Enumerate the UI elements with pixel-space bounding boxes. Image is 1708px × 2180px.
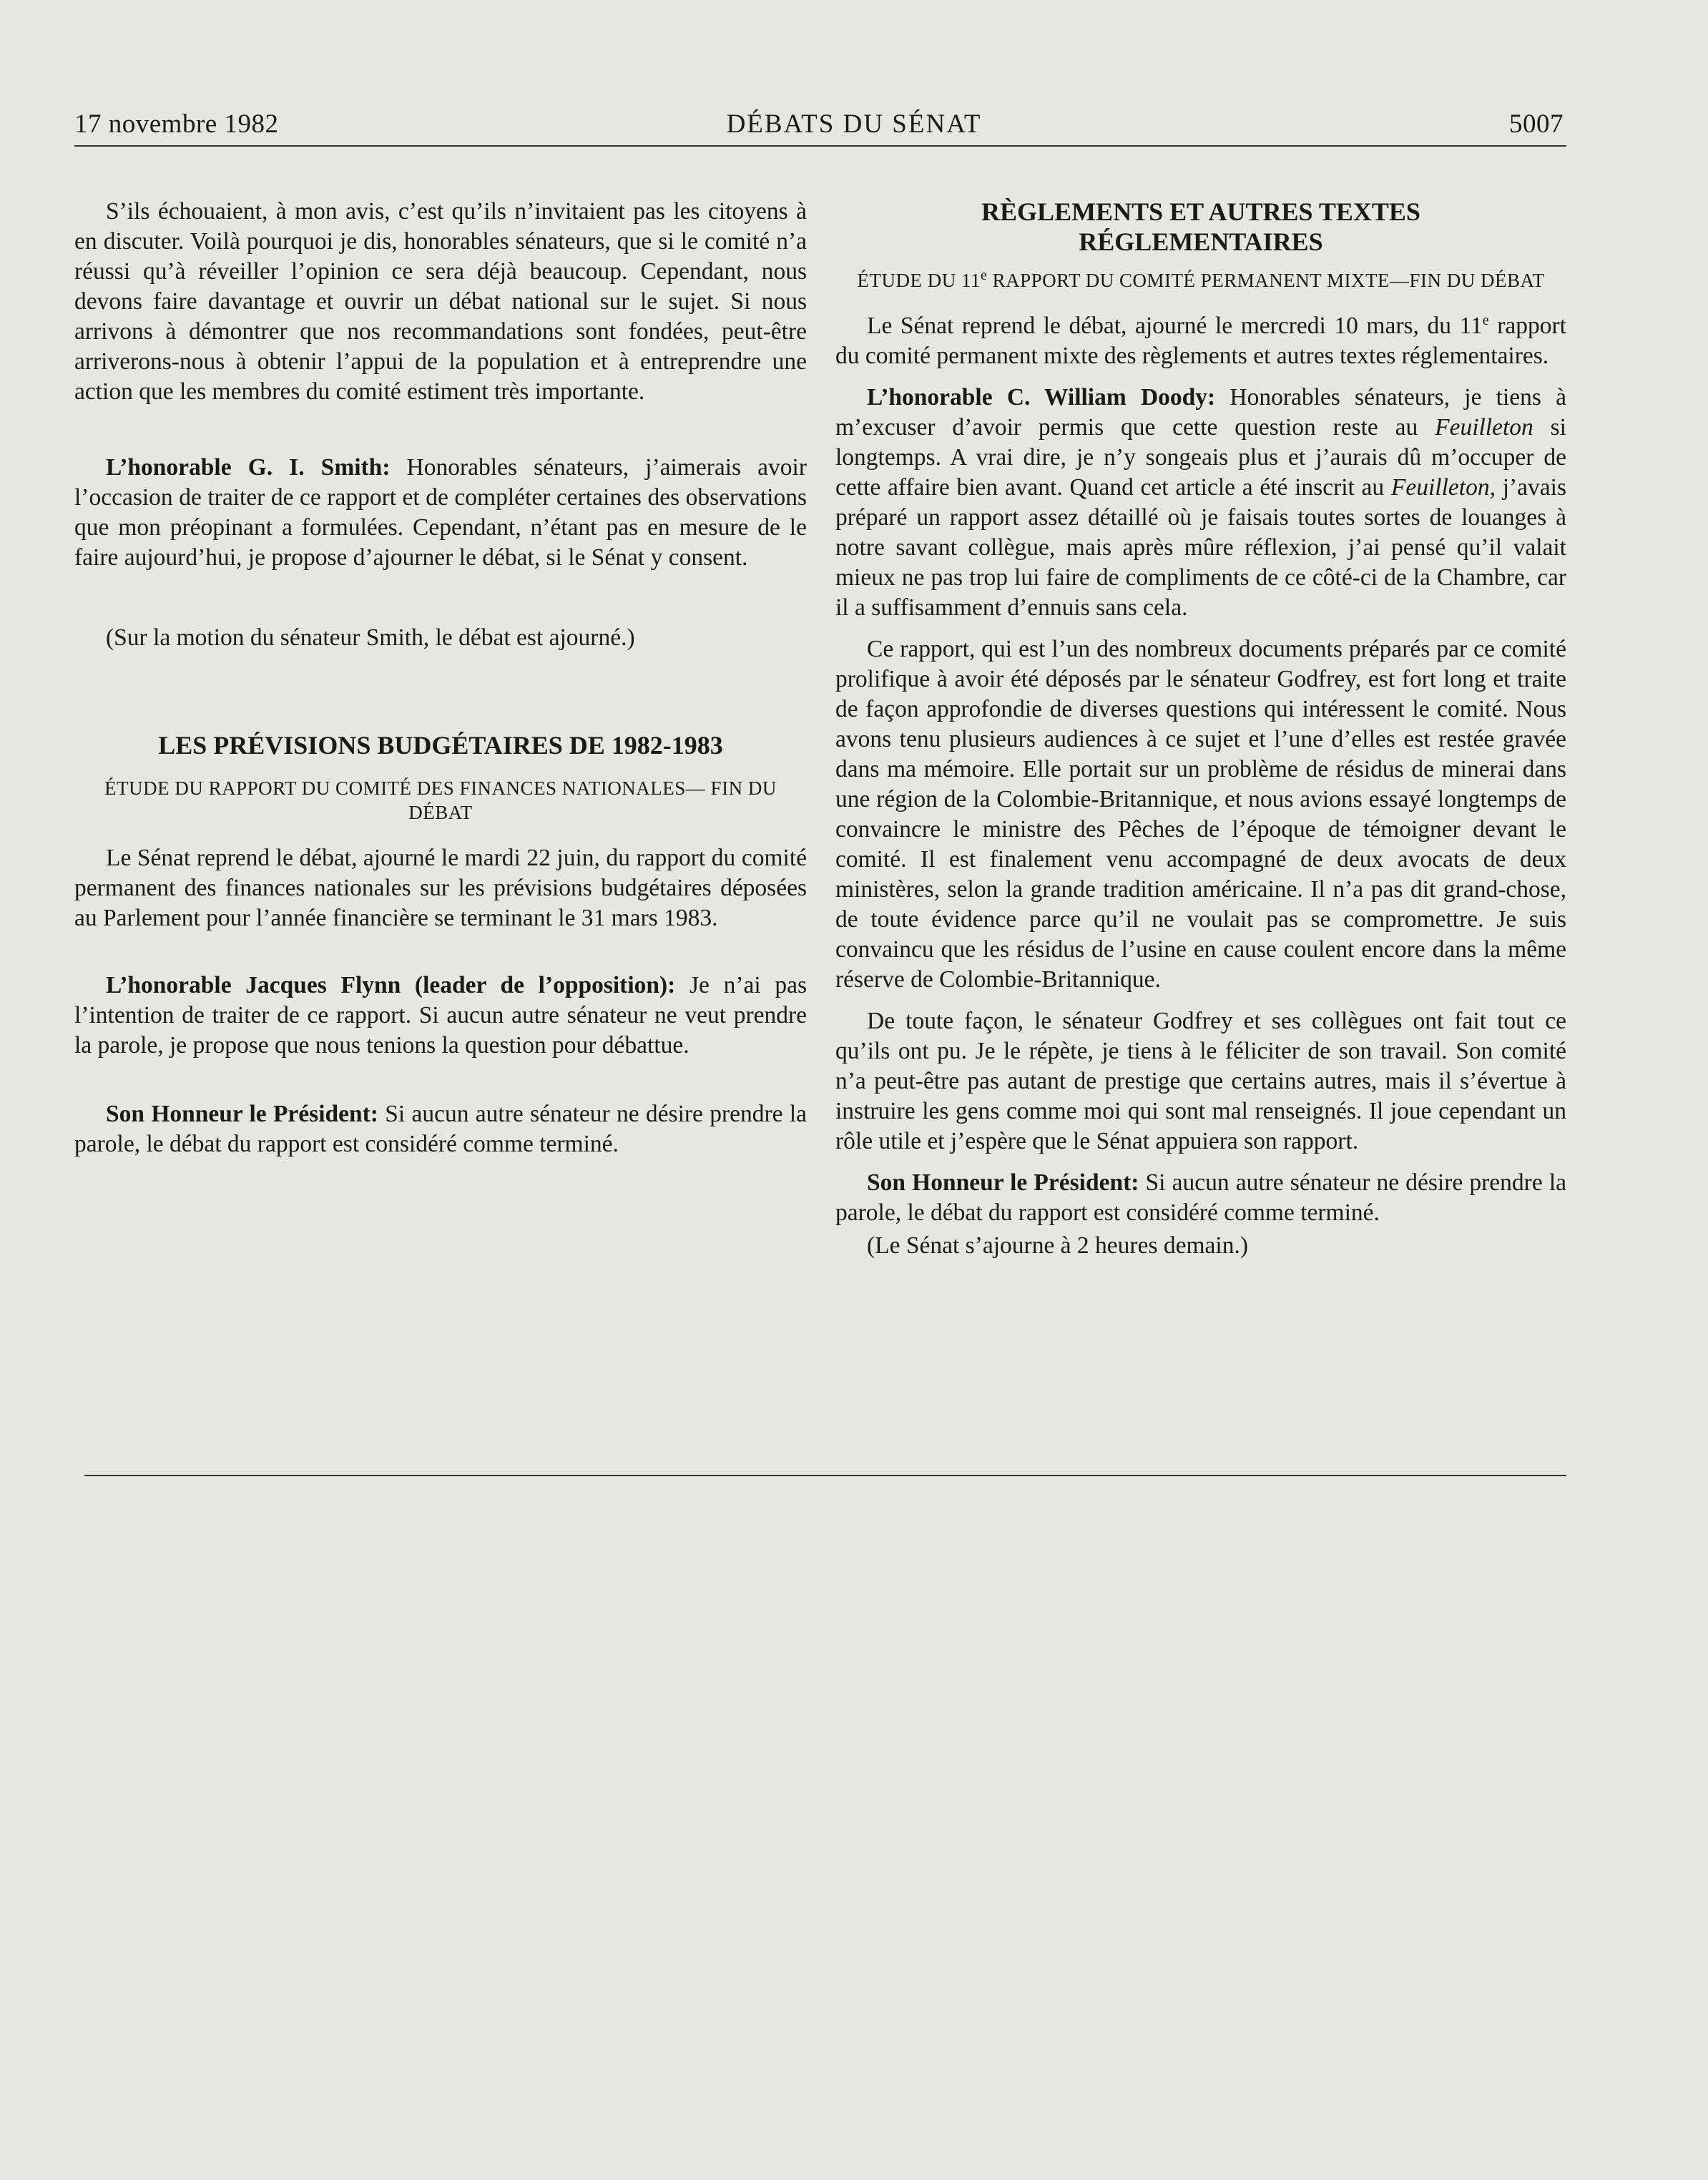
motion-note: (Sur la motion du sénateur Smith, le débat est ajourné.) [106, 624, 635, 651]
paragraph-doody: L’honorable C. William Doody: Honorables sénateurs, je tiens à m’excuser d’avoir permis que cette question reste au Feuilleton si longtemps. A vrai dire, je n’y songeais plus et j’aurais dû m’occuper de cette affaire bien avant. Quand cet article a été inscrit au Feuilleton, j’avais préparé un rapport assez détaillé où je faisais toutes sortes de louanges à notre savant collègue, mais après mûre réflexion, j’ai pensé qu’il valait mieux ne pas trop lui faire de compliments de ce côté-ci de la Chambre, car il a suffisamment d’ennuis sans cela. [835, 384, 1567, 621]
speaker-name: L’honorable Jacques Flynn (leader de l’opposition): [106, 972, 676, 998]
paragraph-flynn [74, 971, 807, 1061]
paragraph-president [74, 1099, 807, 1159]
speech-text: Si aucun autre sénateur ne désire prendre la parole, le débat du rapport est considéré comme terminé. [835, 1169, 1566, 1226]
section-subhead: ÉTUDE DU 11e RAPPORT DU COMITÉ PERMANENT MIXTE—FIN DU DÉBAT [857, 267, 1545, 291]
section-title-line: RÉGLEMENTAIRES [1079, 227, 1323, 256]
header-date: 17 novembre 1982 [74, 109, 279, 139]
paragraph-resume: Le Sénat reprend le débat, ajourné le mardi 22 juin, du rapport du comité permanent des finances nationales sur les prévisions budgétaires déposées au Parlement pour l’année financière se terminant le 31 mars 1983. [74, 845, 807, 931]
speech-text: Si aucun autre sénateur ne désire prendre la parole, le débat du rapport est considéré comme terminé. [74, 1101, 807, 1157]
right-column [835, 197, 1566, 1272]
left-column [74, 197, 807, 1171]
header-page-number: 5007 [1509, 109, 1564, 139]
speaker-name: Son Honneur le Président: [867, 1169, 1139, 1196]
paragraph-smith [74, 453, 807, 573]
section-title-line: RÈGLEMENTS ET AUTRES TEXTES [981, 197, 1420, 226]
paragraph-citoyens: S’ils échouaient, à mon avis, c’est qu’ils n’invitaient pas les citoyens à en discuter. Voilà pourquoi je dis, honorables sénateurs, que si le comité n’a réussi qu’à réveiller l’opinion ce sera déjà beaucoup. Cependant, nous devons faire davantage et ouvrir un débat national sur le sujet. Si nous arrivons à démontrer que nos recommandations sont fondées, peut-être arriverons-nous à obtenir l’appui de la population et à entreprendre une action que les membres du comité estiment très importante. [74, 198, 807, 405]
paragraph-rapport: Ce rapport, qui est l’un des nombreux documents préparés par ce comité prolifique à avoir été déposés par le sénateur Godfrey, est fort long et traite de façon approfondie de diverses questions qui intéressent le comité. Nous avons tenu plusieurs audiences à ce sujet et l’une d’elles est restée gravée dans ma mémoire. Elle portait sur un problème de résidus de minerai dans une région de la Colombie-Britannique, et nous avions essayé longtemps de convaincre le ministre des Pêches de l’époque de témoigner devant le comité. Il est finalement venu accompagné de deux avocats de deux ministères, selon la grande tradition américaine. Il n’a pas dit grand-chose, de toute évidence parce qu’il ne voulait pas se compromettre. Je suis convaincu que les résidus de l’usine en cause coulent encore dans la même réserve de Colombie-Britannique. [835, 636, 1566, 993]
bottom-rule [84, 1475, 1566, 1476]
section-title [835, 197, 1566, 257]
speech-text: Je n’ai pas l’intention de traiter de ce rapport. Si aucun autre sénateur ne veut prendre la parole, je propose que nous tenions la question pour débattue. [74, 972, 807, 1059]
paragraph-resume: Le Sénat reprend le débat, ajourné le mercredi 10 mars, du 11e rapport du comité permanent mixte des règlements et autres textes réglementaires. [835, 312, 1566, 369]
section-subhead: ÉTUDE DU RAPPORT DU COMITÉ DES FINANCES NATIONALES— FIN DU DÉBAT [104, 777, 777, 823]
paragraph-facon: De toute façon, le sénateur Godfrey et ses collègues ont fait tout ce qu’ils ont pu. Je le répète, je tiens à le féliciter de son travail. Son comité n’a peut-être pas autant de prestige que certains autres, mais il s’évertue à instruire les gens comme moi qui sont mal renseignés. Il joue cependant un rôle utile et j’espère que le Sénat appuiera son rapport. [835, 1008, 1566, 1154]
header-title: DÉBATS DU SÉNAT [726, 109, 982, 139]
speaker-name: L’honorable G. I. Smith: [106, 454, 391, 481]
speaker-name: L’honorable C. William Doody: [867, 384, 1216, 411]
adjourn-note: (Le Sénat s’ajourne à 2 heures demain.) [867, 1232, 1248, 1259]
section-title: LES PRÉVISIONS BUDGÉTAIRES DE 1982-1983 [158, 731, 723, 760]
speech-text: Honorables sénateurs, j’aimerais avoir l’occasion de traiter de ce rapport et de compléter certaines des observations que mon préopinant a formulées. Cependant, n’étant pas en mesure de le faire aujourd’hui, je propose d’ajourner le débat, si le Sénat y consent. [74, 454, 808, 571]
speaker-name: Son Honneur le Président: [106, 1101, 378, 1127]
paragraph-president [835, 1168, 1566, 1228]
header-rule [74, 145, 1566, 147]
